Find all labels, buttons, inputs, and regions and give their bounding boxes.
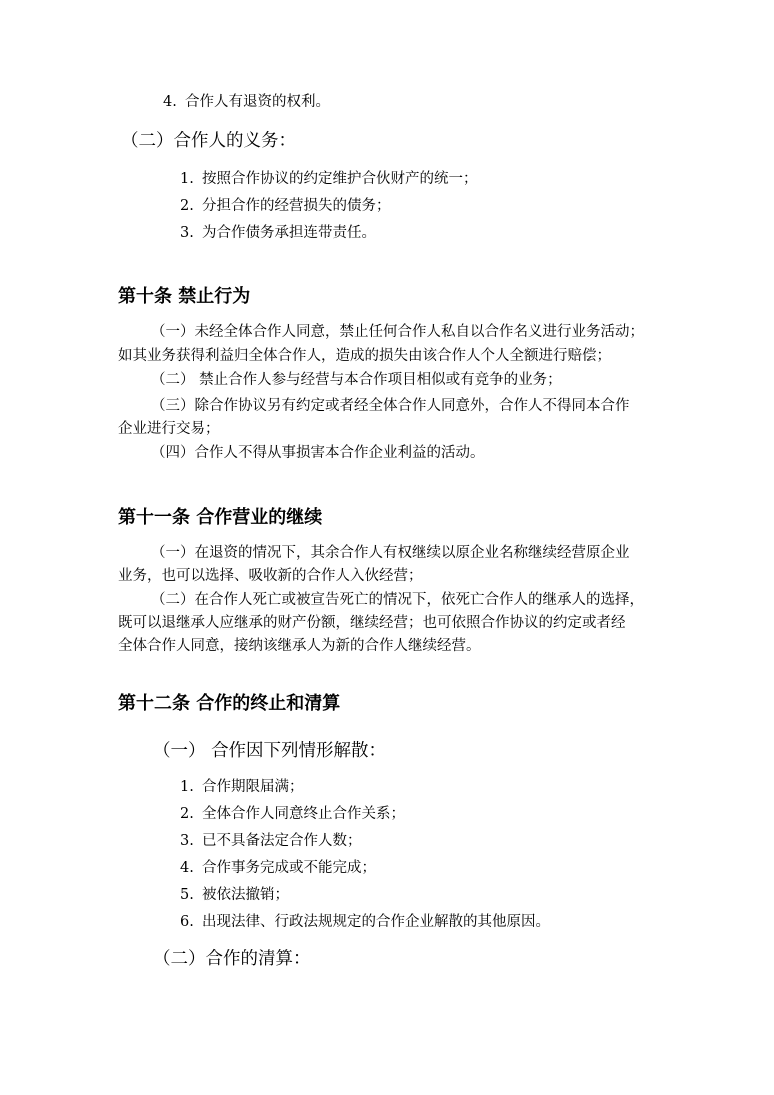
- item-number: 3.: [180, 833, 194, 849]
- item-text: 按照合作协议的约定维护合伙财产的统一；: [202, 171, 478, 187]
- item-number: 1.: [180, 779, 194, 795]
- list-item: [180, 196, 391, 216]
- item-number: 2.: [180, 198, 194, 214]
- list-item: [180, 912, 550, 932]
- duties-heading: （二）合作人的义务：: [121, 131, 296, 151]
- article-10-title: 第十条 禁止行为: [118, 286, 251, 307]
- paragraph-line: （一）未经全体合作人同意，禁止任何合作人私自以合作名义进行业务活动；: [151, 324, 644, 340]
- list-item: [180, 831, 362, 851]
- paragraph-line: （三）除合作协议另有约定或者经全体合作人同意外，合作人不得同本合作: [151, 398, 630, 414]
- list-item: [180, 777, 304, 797]
- item-text: 被依法撤销；: [202, 887, 289, 903]
- paragraph-line: 企业进行交易；: [118, 421, 220, 437]
- paragraph-line: （二） 禁止合作人参与经营与本合作项目相似或有竞争的业务；: [151, 372, 562, 388]
- item-number: 4.: [180, 860, 194, 876]
- list-item: [180, 223, 376, 243]
- paragraph-line: 如其业务获得利益归全体合作人，造成的损失由该合作人个人全额进行赔偿；: [118, 348, 611, 364]
- list-item: [163, 92, 330, 112]
- paragraph-line: （二）在合作人死亡或被宣告死亡的情况下，依死亡合作人的继承人的选择，: [151, 592, 644, 608]
- liquidation-heading: （二）合作的清算：: [153, 949, 311, 969]
- item-text: 出现法律、行政法规规定的合作企业解散的其他原因。: [202, 914, 550, 930]
- item-number: 4.: [163, 94, 177, 110]
- item-number: 6.: [180, 914, 194, 930]
- list-item: [180, 858, 376, 878]
- item-number: 5.: [180, 887, 194, 903]
- paragraph-line: （一）在退资的情况下，其余合作人有权继续以原企业名称继续经营原企业: [151, 545, 630, 561]
- item-text: 为合作债务承担连带责任。: [202, 225, 376, 241]
- item-number: 1.: [180, 171, 194, 187]
- item-text: 全体合作人同意终止合作关系；: [202, 806, 405, 822]
- article-12-title: 第十二条 合作的终止和清算: [118, 693, 341, 714]
- list-item: [180, 804, 405, 824]
- list-item: [180, 169, 478, 189]
- paragraph-line: 业务，也可以选择、吸收新的合作人入伙经营；: [118, 568, 423, 584]
- item-number: 3.: [180, 225, 194, 241]
- dissolution-heading: （一） 合作因下列情形解散：: [153, 741, 387, 761]
- paragraph-line: 全体合作人同意，接纳该继承人为新的合作人继续经营。: [118, 638, 481, 654]
- item-text: 已不具备法定合作人数；: [202, 833, 362, 849]
- list-item: [180, 885, 289, 905]
- item-text: 合作人有退资的权利。: [185, 94, 330, 110]
- item-text: 分担合作的经营损失的债务；: [202, 198, 391, 214]
- article-11-title: 第十一条 合作营业的继续: [118, 507, 323, 528]
- paragraph-line: （四）合作人不得从事损害本合作企业利益的活动。: [151, 445, 485, 461]
- paragraph-line: 既可以退继承人应继承的财产份额，继续经营；也可依照合作协议的约定或者经: [118, 615, 626, 631]
- item-text: 合作事务完成或不能完成；: [202, 860, 376, 876]
- item-number: 2.: [180, 806, 194, 822]
- item-text: 合作期限届满；: [202, 779, 304, 795]
